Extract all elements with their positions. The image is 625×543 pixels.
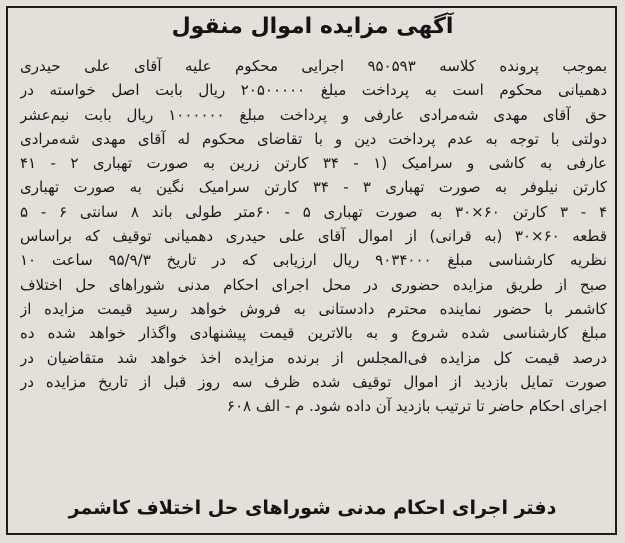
notice-signature: دفتر اجرای احکام مدنی شوراهای حل اختلاف کاشمر (68, 497, 557, 519)
notice-title: آگهی مزایده اموال منقول (171, 14, 454, 39)
notice-line: صورت تمایل بازدید از اموال توقیف شده ظرف سه روز قبل از تاریخ مزایده در (20, 372, 607, 391)
notice-line: عارفی به کاشی و سرامیک (۱ - ۳۴ کارتن زرین به صورت تهباری ۲ - ۴۱ (20, 154, 607, 173)
notice-line: دولتی با توجه به عدم پرداخت دین و با تقاضای محکوم له آقای مهدی شه‌مرادی (20, 129, 607, 148)
notice-line: درصد قیمت کل مزایده فی‌المجلس از برنده مزایده اخذ خواهد شد متقاضیان در (20, 348, 607, 367)
notice-line: قطعه ۶۰×۳۰ (به قرانی) از اموال آقای علی حیدری دهمیانی توقیف که براساس (20, 227, 607, 246)
notice-line: صبح از طریق مزایده حضوری در محل اجرای احکام مدنی شوراهای حل اختلاف (20, 275, 607, 294)
notice-line: کارتن نیلوفر به صورت تهباری ۳ - ۳۴ کارتن سرامیک نگین به صورت تهباری (20, 178, 607, 197)
notice-line: اجرای احکام حاضر تا ترتیب بازدید آن داده شود. م - الف ۶۰۸ (226, 397, 607, 416)
notice-line: دهمیانی محکوم است به پرداخت مبلغ ۲۰۵۰۰۰۰۰ ریال بابت اصل خواسته در (20, 81, 607, 100)
notice-line: بموجب پرونده کلاسه ۹۵۰۵۹۳ اجرایی محکوم علیه آقای علی حیدری (20, 57, 607, 75)
notice-line: کاشمر با حضور نماینده محترم دادستانی به فروش خواهد رسید قیمت مزایده از (20, 299, 607, 318)
notice-body (20, 54, 607, 418)
notice-line: حق آقای مهدی شه‌مرادی عارفی و پرداخت مبلغ ۱۰۰۰۰۰۰ ریال بابت نیم‌عشر (20, 105, 607, 124)
notice-line: ۴ - ۳ کارتن ۶۰×۳۰ به صورت تهباری ۵ - ۶۰متر طولی باند ۸ سانتی ۶ - ۵ (20, 202, 607, 221)
notice-line: مبلغ کارشناسی شده شروع و به بالاترین قیمت پیشنهادی واگذار خواهد شده ده (20, 324, 607, 343)
notice-line: نظریه کارشناسی مبلغ ۹۰۳۴۰۰۰ ریال ارزیابی که در تاریخ ۹۵/۹/۳ ساعت ۱۰ (20, 251, 607, 270)
